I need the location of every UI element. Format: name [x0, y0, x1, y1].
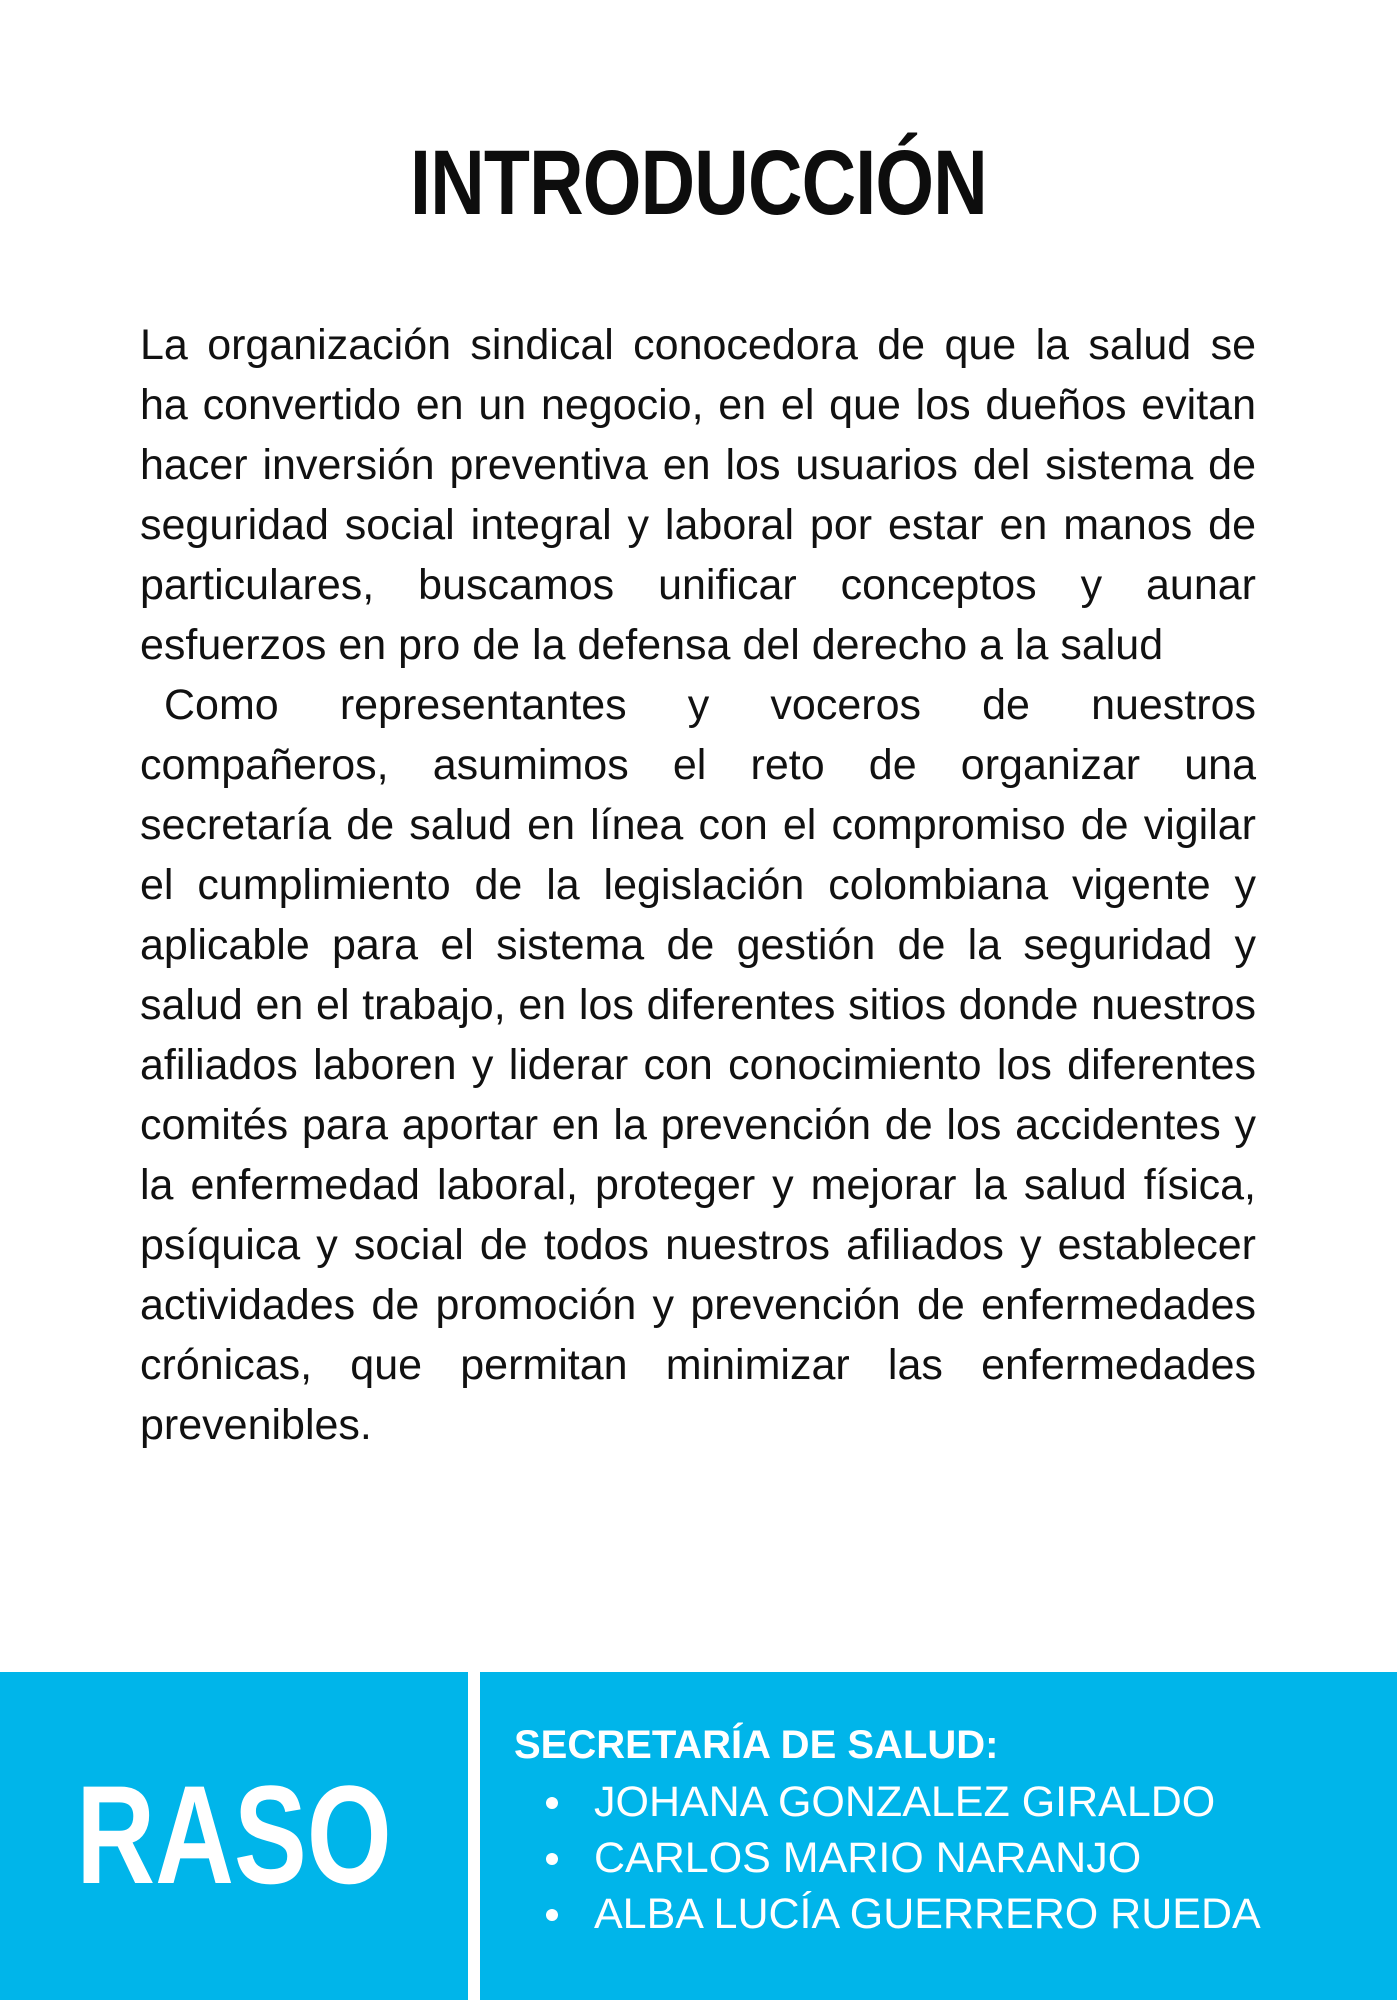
bullet-icon [546, 1797, 558, 1809]
introduction-body [140, 315, 1256, 1455]
footer-team-panel [480, 1672, 1397, 2000]
list-item [514, 1830, 1261, 1886]
list-item [514, 1886, 1261, 1942]
member-name: CARLOS MARIO NARANJO [594, 1834, 1142, 1882]
footer-brand-panel [0, 1672, 468, 2000]
section-title: SECRETARÍA DE SALUD: [514, 1723, 999, 1767]
member-list [514, 1774, 1261, 1942]
list-item [514, 1774, 1261, 1830]
page-title: INTRODUCCIÓN [410, 132, 987, 234]
member-name: JOHANA GONZALEZ GIRALDO [594, 1778, 1216, 1826]
bullet-icon [546, 1853, 558, 1865]
bullet-icon [546, 1909, 558, 1921]
paragraph-1: La organización sindical conocedora de que la salud se ha convertido en un negocio, en el que los dueños evitan hacer inversión preventiva en los usuarios del sistema de seguridad social integral y laboral por estar en manos de particulares, buscamos unificar conceptos y aunar esfuerzos en pro de la defensa del derecho a la salud [140, 321, 1256, 669]
brand-logo-text: RASO [76, 1756, 392, 1913]
member-name: ALBA LUCÍA GUERRERO RUEDA [594, 1890, 1261, 1938]
paragraph-2: Como representantes y voceros de nuestros compañeros, asumimos el reto de organizar una secretaría de salud en línea con el compromiso de vigilar el cumplimiento de la legislación colombiana vigente y aplicable para el sistema de gestión de la seguridad y salud en el trabajo, en los diferentes sitios donde nuestros afiliados laboren y liderar con conocimiento los diferentes comités para aportar en la prevención de los accidentes y la enfermedad laboral, proteger y mejorar la salud física, psíquica y social de todos nuestros afiliados y establecer actividades de promoción y prevención de enfermedades crónicas, que permitan minimizar las enfermedades prevenibles. [140, 681, 1256, 1449]
